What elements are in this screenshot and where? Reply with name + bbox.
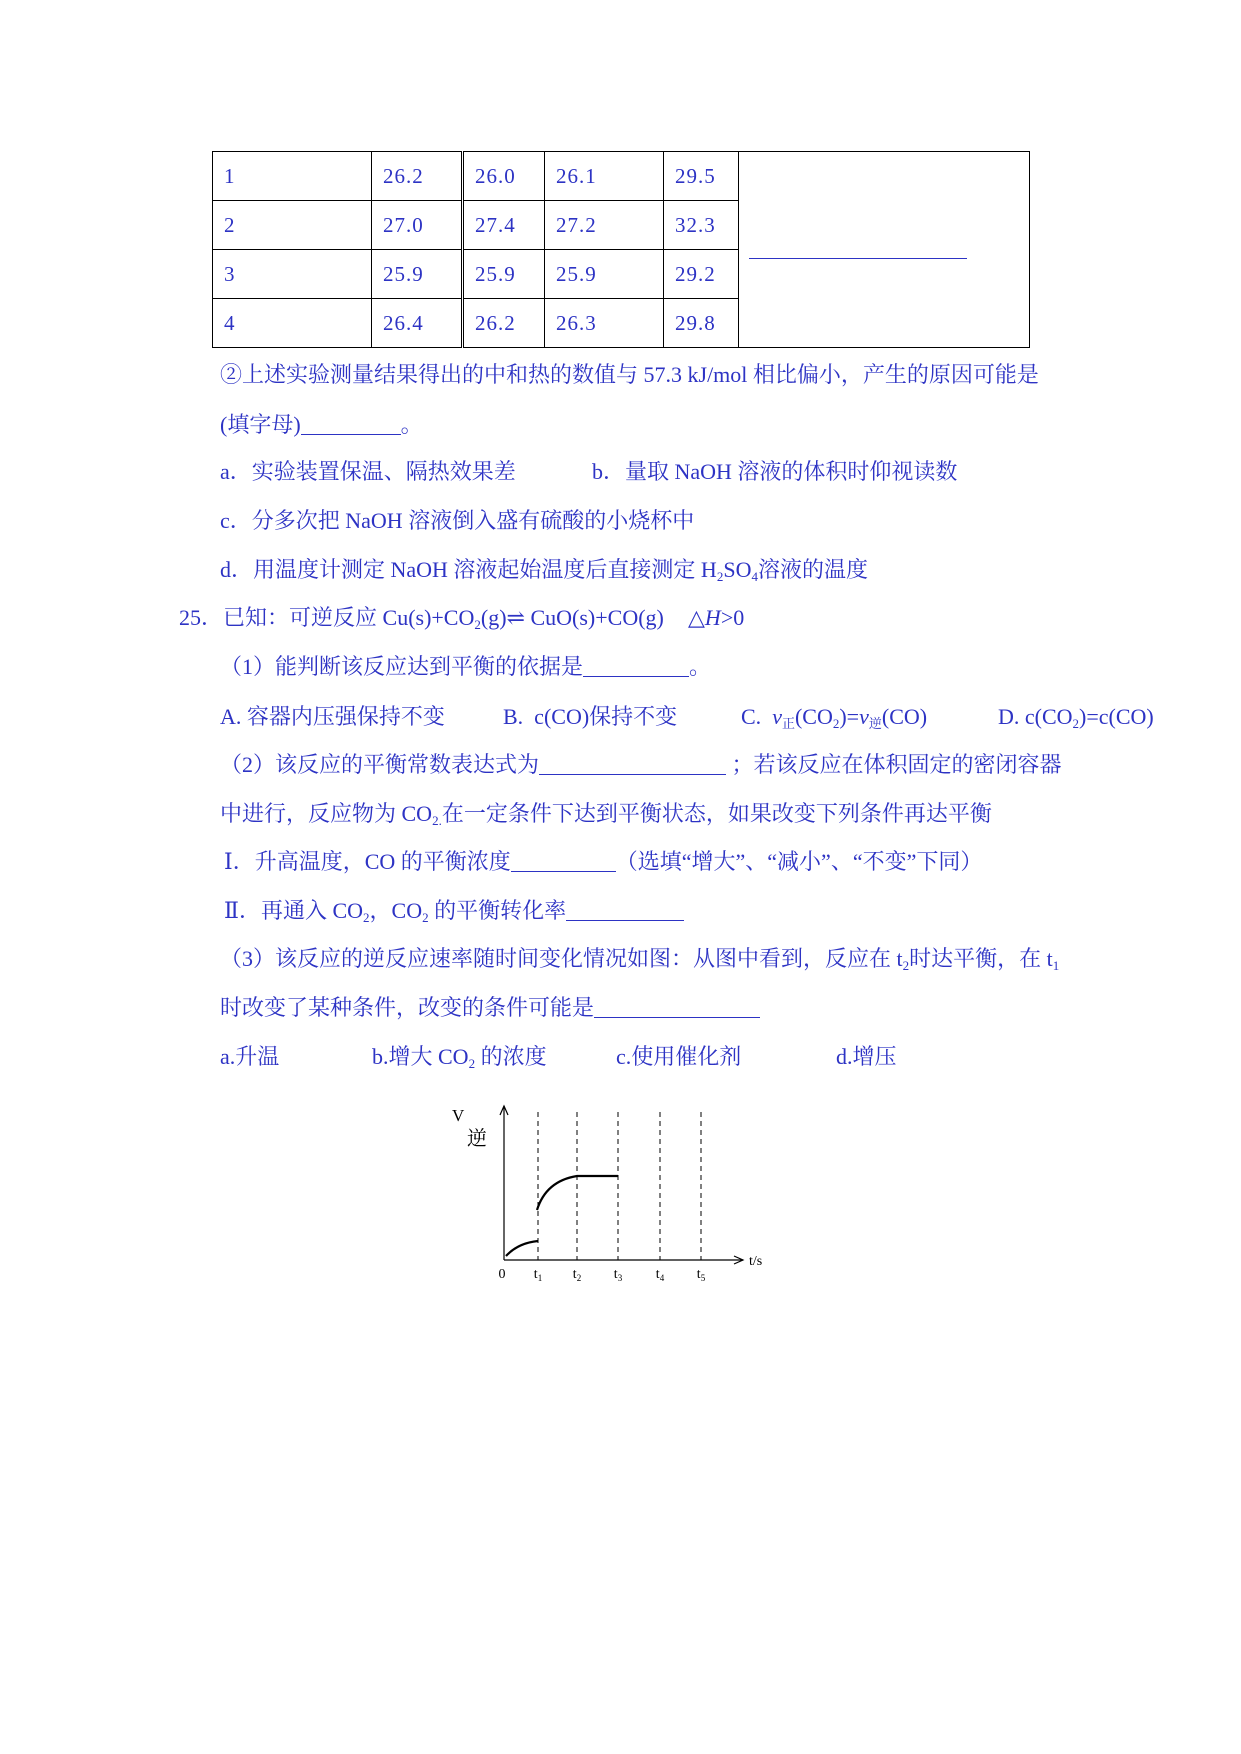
stem-text: 时达平衡，在 t <box>909 946 1053 971</box>
table-cell: 26.4 <box>372 299 463 348</box>
tick-letter: t <box>572 1267 577 1282</box>
q25-enthalpy <box>688 604 744 632</box>
stem-text: (g)⇌ CuO(s)+CO(g) <box>480 605 664 630</box>
table-cell: 29.2 <box>664 250 739 299</box>
stem-text: （2）该反应的平衡常数表达式为 <box>220 752 540 777</box>
enthalpy-sign: >0 <box>720 605 745 630</box>
trial-number-cell: 1 <box>213 152 372 201</box>
tick-letter: t <box>613 1267 618 1282</box>
q25-part1-option-d <box>998 703 1154 731</box>
y-axis-label: V <box>452 1106 465 1125</box>
y-axis-label-sub: 逆 <box>467 1128 487 1150</box>
q25-part3-option-b <box>372 1043 547 1071</box>
tick-letter: t <box>533 1267 538 1282</box>
trial-number-cell: 2 <box>213 201 372 250</box>
tick-subscript: 1 <box>537 1273 543 1283</box>
subscript: 2 <box>474 617 481 632</box>
q24-option-b: b．量取 NaOH 溶液的体积时仰视读数 <box>592 459 958 484</box>
q25-part3-line2 <box>220 994 760 1022</box>
table-row <box>213 152 1030 201</box>
answer-blank <box>539 756 726 775</box>
table-cell: 27.4 <box>463 201 545 250</box>
option-text: (CO) <box>881 704 928 729</box>
item-text: ，CO <box>369 898 423 923</box>
item-text: Ⅰ．升高温度，CO 的平衡浓度 <box>224 849 511 874</box>
option-text: )=c(CO) <box>1079 704 1154 729</box>
option-text: (CO <box>794 704 833 729</box>
option-text: b.增大 CO <box>372 1044 469 1069</box>
table-cell: 25.9 <box>463 250 545 299</box>
option-text: 溶液的温度 <box>757 557 868 582</box>
answer-blank <box>566 902 684 921</box>
tick-subscript: 2 <box>576 1273 582 1283</box>
stem-text: 已知：可逆反应 Cu(s)+CO <box>223 605 475 630</box>
tick-label-t1 <box>534 1267 542 1283</box>
answer-blank <box>594 999 760 1018</box>
option-text: 的浓度 <box>475 1044 547 1069</box>
q25-part1-option-a: A. 容器内压强保持不变 <box>220 704 445 729</box>
item-text: 的平衡转化率 <box>428 898 567 923</box>
table-cell: 29.8 <box>664 299 739 348</box>
delta-symbol: △ <box>688 605 705 630</box>
rate-symbol: v <box>859 704 869 729</box>
table-cell: 27.2 <box>545 201 664 250</box>
answer-blank <box>583 658 689 677</box>
stem-text: 中进行，反应物为 CO <box>220 801 433 826</box>
q24-option-d <box>220 556 868 584</box>
rate-curve-before-t1 <box>506 1241 538 1256</box>
item-text: Ⅱ．再通入 CO <box>224 898 364 923</box>
q25-part2-item1 <box>224 848 982 876</box>
table-cell: 26.2 <box>463 299 545 348</box>
period-text: 。 <box>689 654 712 679</box>
table-cell: 32.3 <box>664 201 739 250</box>
trial-number-cell: 4 <box>213 299 372 348</box>
origin-label: 0 <box>498 1267 506 1282</box>
trial-number-cell: 3 <box>213 250 372 299</box>
rate-symbol: v <box>772 704 782 729</box>
table-cell: 25.9 <box>372 250 463 299</box>
q25-part2-line2 <box>220 800 992 828</box>
table-answer-blank <box>749 258 967 259</box>
table-cell: 26.1 <box>545 152 664 201</box>
reverse-rate-time-figure <box>440 1095 790 1290</box>
option-text: )= <box>839 704 860 729</box>
q25-part2-item2 <box>224 897 684 925</box>
table-cell: 26.2 <box>372 152 463 201</box>
answer-cell <box>739 152 1030 348</box>
table-cell: 29.5 <box>664 152 739 201</box>
tick-letter: t <box>655 1267 660 1282</box>
stem-text: 在一定条件下达到平衡状态，如果改变下列条件再达平衡 <box>441 801 992 826</box>
tick-label-t3 <box>614 1267 623 1283</box>
q24-part2-stem-line1: ②上述实验测量结果得出的中和热的数值与 57.3 kJ/mol 相比偏小，产生的原因可能是 <box>220 362 1039 387</box>
stem-text: ；若该反应在体积固定的密闭容器 <box>726 752 1062 777</box>
subscript: 2 <box>902 958 910 973</box>
tick-subscript: 3 <box>617 1273 623 1283</box>
subscript: 2 <box>363 910 370 925</box>
subscript: 逆 <box>868 716 882 731</box>
stem-text: （1）能判断该反应达到平衡的依据是 <box>220 654 584 679</box>
temperature-data-table <box>212 151 1030 348</box>
x-axis-label: t/s <box>749 1254 763 1269</box>
option-text: C. <box>741 704 773 729</box>
stem-text: 时改变了某种条件，改变的条件可能是 <box>220 995 595 1020</box>
stem-text: （3）该反应的逆反应速率随时间变化情况如图：从图中看到，反应在 t <box>220 946 903 971</box>
fill-hint-text: (填字母) <box>220 412 301 437</box>
tick-subscript: 5 <box>700 1273 706 1283</box>
item-hint: （选填“增大”、“减小”、“不变”下同） <box>615 849 983 874</box>
option-text: d．用温度计测定 NaOH 溶液起始温度后直接测定 H <box>220 557 717 582</box>
subscript: 4 <box>751 569 758 584</box>
q24-option-c: c．分多次把 NaOH 溶液倒入盛有硫酸的小烧杯中 <box>220 508 695 533</box>
tick-label-t2 <box>573 1267 581 1283</box>
subscript: 正 <box>781 716 795 731</box>
question-number: 25． <box>179 605 224 630</box>
subscript: 1 <box>1052 958 1060 973</box>
subscript: 2. <box>432 813 442 828</box>
q25-part3-option-d: d.增压 <box>836 1044 897 1069</box>
table-cell: 26.0 <box>463 152 545 201</box>
answer-blank <box>301 416 401 435</box>
q25-part1-stem <box>220 653 711 681</box>
option-text: SO <box>723 557 752 582</box>
q25-stem <box>179 604 664 632</box>
answer-blank <box>511 853 616 872</box>
q25-part3-line1 <box>220 945 1059 973</box>
table-cell: 26.3 <box>545 299 664 348</box>
tick-subscript: 4 <box>659 1273 665 1283</box>
tick-letter: t <box>696 1267 701 1282</box>
subscript: 2 <box>422 910 429 925</box>
table-cell: 25.9 <box>545 250 664 299</box>
subscript: 2 <box>1072 716 1080 731</box>
q25-part3-option-a: a.升温 <box>220 1044 280 1069</box>
q24-part2-stem-line2 <box>220 411 423 439</box>
table-cell: 27.0 <box>372 201 463 250</box>
subscript: 2 <box>832 716 840 731</box>
q25-part2-line1 <box>220 751 1062 779</box>
tick-label-t5 <box>697 1267 706 1283</box>
enthalpy-symbol: H <box>704 605 721 630</box>
period-text: 。 <box>400 412 423 437</box>
q25-part1-option-c <box>741 703 927 731</box>
tick-label-t4 <box>656 1267 665 1283</box>
subscript: 2 <box>716 569 724 584</box>
option-text: D. c(CO <box>998 704 1073 729</box>
subscript: 2 <box>468 1056 476 1071</box>
q25-part1-option-b: B. c(CO)保持不变 <box>503 704 678 729</box>
q24-option-a: a．实验装置保温、隔热效果差 <box>220 459 516 484</box>
q25-part3-option-c: c.使用催化剂 <box>616 1044 742 1069</box>
